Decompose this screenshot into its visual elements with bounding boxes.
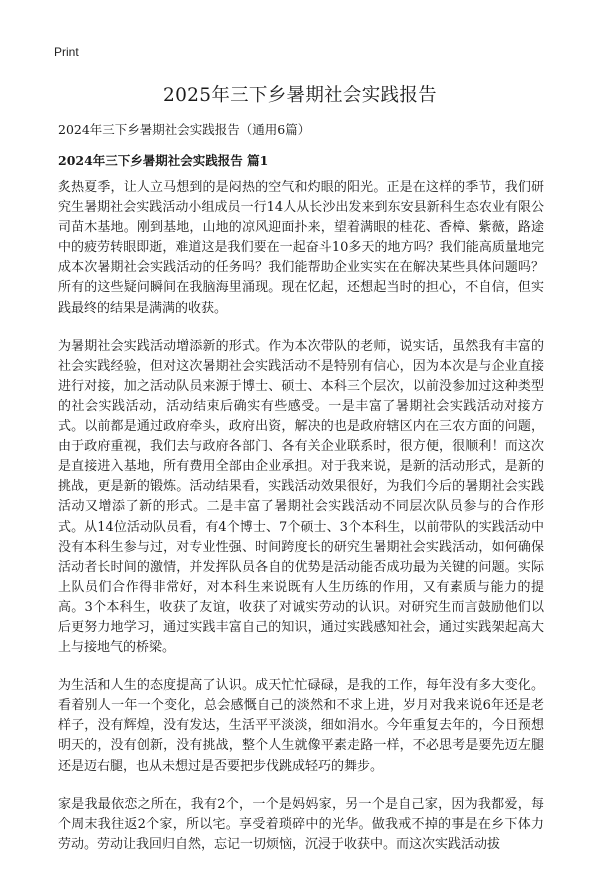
article-body	[58, 178, 544, 873]
document-subtitle: 2024年三下乡暑期社会实践报告（通用6篇）	[58, 122, 311, 137]
page-title: 2025年三下乡暑期社会实践报告	[163, 85, 437, 106]
paragraph: 家是我最依恋之所在，我有2个，一个是妈妈家，另一个是自己家，因为我都爱，每个周末我往返2个家，所以宅。享受着琐碎中的光华。做我戒不掉的事是在乡下体力劳动。劳动让我回归自然，忘记一切烦恼，沉浸于收获中。而这次实践活动拔	[58, 796, 544, 852]
print-link[interactable]: Print	[54, 45, 79, 59]
section-heading: 2024年三下乡暑期社会实践报告 篇1	[58, 153, 269, 168]
paragraph: 为暑期社会实践活动增添新的形式。作为本次带队的老师，说实话，虽然我有丰富的社会实践经验，但对这次暑期社会实践活动不是特别有信心，因为本次是与企业直接进行对接，加之活动队员来源于博士、硕士、本科三个层次，以前没参加过这种类型的社会实践活动，活动结束后确实有些感受。一是丰富了暑期社会实践活动对接方式。以前都是通过政府牵头，政府出资，解决的也是政府辖区内在三农方面的问题，由于政府重视，我们去与政府各部门、各有关企业联系时，很方便，很顺利！而这次是直接进入基地，所有费用全部由企业承担。对于我来说，是新的活动形式，是新的挑战，更是新的锻炼。活动结果看，实践活动效果很好，为我们今后的暑期社会实践活动又增添了新的形式。二是丰富了暑期社会实践活动不同层次队员参与的合作形式。从14位活动队员看，有4个博士、7个硕士、3个本科生，以前带队的实践活动中没有本科生参与过，对专业性强、时间跨度长的研究生暑期社会实践活动，如何确保活动者长时间的激情，并发挥队员各自的优势是活动能否成功最为关键的问题。实际上队员们合作得非常好，对本科生来说既有人生历练的作用，又有素质与能力的提高。3个本科生，收获了友谊，收获了对诚实劳动的认识。对研究生而言鼓励他们以后更努力地学习，通过实践丰富自己的知识，通过实践感知社会，通过实践架起高大上与接地气的桥梁。	[58, 338, 544, 656]
paragraph: 炙热夏季，让人立马想到的是闷热的空气和灼眼的阳光。正是在这样的季节，我们研究生暑期社会实践活动小组成员一行14人从长沙出发来到东安县新科生态农业有限公司苗木基地。刚到基地，山地的凉风迎面扑来，望着满眼的桂花、香樟、紫薇，路途中的疲劳转眼即逝，难道这是我们要在一起奋斗10多天的地方吗？我们能高质量地完成本次暑期社会实践活动的任务吗？我们能帮助企业实实在在解决某些具体问题吗？所有的这些疑问瞬间在我脑海里涌现。现在忆起，还想起当时的担心，不自信，但实践最终的结果是满满的收获。	[58, 180, 544, 316]
paragraph: 为生活和人生的态度提高了认识。成天忙忙碌碌，是我的工作，每年没有多大变化。看着别人一年一个变化，总会感慨自己的淡然和不求上进，岁月对我来说6年还是老样子，没有辉煌，没有发达，生活平平淡淡，细如涓水。今年重复去年的，今日预想明天的，没有创新，没有挑战，整个人生就像平素走路一样，不必思考是要先迈左腿还是迈右腿，也从未想过是否要把步伐跳成轻巧的舞步。	[58, 678, 544, 774]
